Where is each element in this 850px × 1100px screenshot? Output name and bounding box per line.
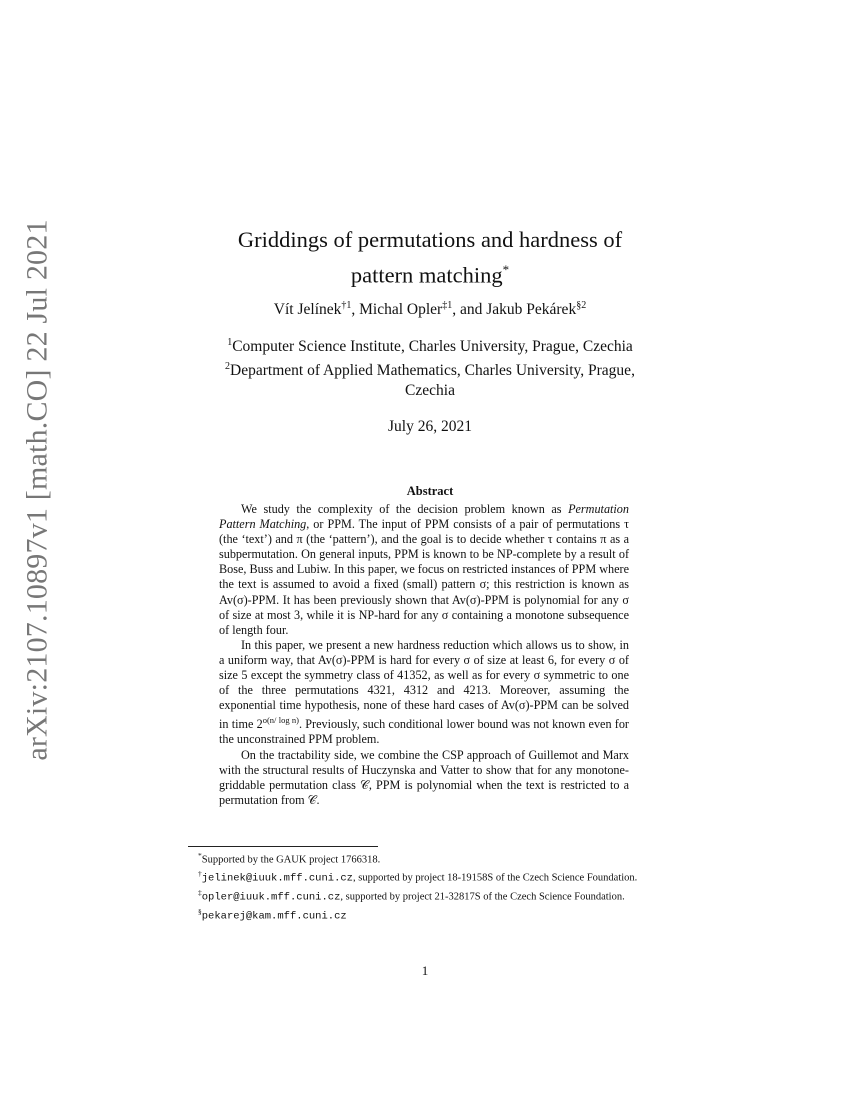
footnote-mark: §	[198, 906, 202, 916]
arxiv-identifier-text: arXiv:2107.10897v1 [math.CO] 22 Jul 2021	[21, 219, 55, 761]
abstract-paragraph-1	[219, 502, 629, 638]
affiliations	[150, 333, 710, 401]
footnote-mark: †	[198, 868, 202, 878]
author-email: pekarej@kam.mff.cuni.cz	[201, 910, 347, 923]
footnote-text: , supported by project 18-19158S of the Czech Science Foundation.	[352, 872, 638, 884]
author-list: Vít Jelínek$^{\dagger 1}$, Michal Opler$^{\ddagger 1}$, and Jakub Pekárek$^{\S 2}$	[273, 300, 587, 319]
footnotes	[188, 849, 662, 924]
footnote-author-2	[188, 886, 662, 905]
title-line-1: Griddings of permutations and hardness of	[237, 227, 623, 252]
abstract-exponent: o(n/ log n)	[262, 715, 299, 726]
footnote-text: Supported by the GAUK project 1766318.	[201, 854, 381, 866]
abstract-text: . Previously, such conditional lower bound was not known even for the unconstrained PPM problem.	[219, 717, 629, 747]
footnote-mark: *	[198, 851, 202, 860]
abstract-text: We study the complexity of the decision problem known as	[241, 502, 569, 516]
author-email: opler@iuuk.mff.cuni.cz	[201, 891, 341, 904]
abstract-body	[219, 502, 629, 808]
affiliation-2-continued: Czechia	[405, 382, 455, 400]
author-name: Jakub Pekárek	[486, 301, 577, 319]
affiliation-text: Computer Science Institute, Charles University, Prague, Czechia	[232, 338, 633, 356]
abstract-paragraph-2	[219, 638, 629, 748]
author-marks: †1	[341, 300, 352, 311]
author-marks: §2	[576, 300, 587, 311]
affiliation-number: 2	[225, 361, 231, 373]
title-block	[180, 225, 680, 291]
abstract-text: , or PPM. The input of PPM consists of a pair of permutations τ (the ‘text’) and π (the ‘pattern’), and the goal is to decide whether τ contains π as a subpermutation. On general inputs, PPM is known to be NP-complete by a result of Bose, Buss and Lubiw. In this paper, we focus on restricted instances of PPM where the text is assumed to avoid a fixed (small) pattern σ; this restriction is known as Av(σ)-PPM. It has been previously shown that Av(σ)-PPM is polynomial for any σ of size at most 3, while it is NP-hard for any σ containing a monotone subsequence of length four.	[219, 517, 629, 637]
footnote-author-3	[188, 905, 662, 924]
affiliation-text: Department of Applied Mathematics, Charles University, Prague,	[230, 362, 635, 380]
footnote-author-1	[188, 867, 662, 886]
affiliation-1	[150, 333, 710, 357]
author-name: Vít Jelínek	[273, 301, 342, 319]
paper-date: July 26, 2021	[388, 418, 472, 435]
footnote-rule	[188, 846, 378, 847]
abstract-emphasis: Permutation Pattern Matching	[219, 502, 629, 532]
page-number: 1	[421, 963, 429, 978]
abstract-heading: Abstract	[406, 484, 454, 498]
author-marks: ‡1	[442, 300, 453, 311]
affiliation-2	[150, 357, 710, 381]
title-footnote-mark: *	[502, 262, 510, 277]
footnote-text: , supported by project 21-32817S of the Czech Science Foundation.	[340, 891, 625, 903]
arxiv-identifier-stamp	[18, 219, 58, 761]
author-name: Michal Opler	[359, 301, 443, 319]
title-line-2: pattern matching	[350, 262, 503, 288]
footnote-mark: ‡	[198, 887, 202, 897]
author-email: jelinek@iuuk.mff.cuni.cz	[201, 872, 353, 885]
affiliation-number: 1	[227, 337, 233, 348]
abstract-paragraph-3: On the tractability side, we combine the CSP approach of Guillemot and Marx with the structural results of Huczynska and Vatter to show that for any monotone-griddable permutation class 𝒞, PPM is polynomial when the text is restricted to a permutation from 𝒞.	[219, 747, 629, 807]
paper-title	[180, 225, 680, 291]
abstract-text: In this paper, we present a new hardness reduction which allows us to show, in a uniform way, that Av(σ)-PPM is hard for every σ of size at least 6, for every σ of size 5 except the symmetry class of 41352, as well as for every σ symmetric to one of the three permutations 4321, 4312 and 4213. Moreover, assuming the exponential time hypothesis, none of these hard cases of Av(σ)-PPM can be solved in time 2	[219, 637, 629, 732]
footnote-title	[188, 849, 662, 867]
